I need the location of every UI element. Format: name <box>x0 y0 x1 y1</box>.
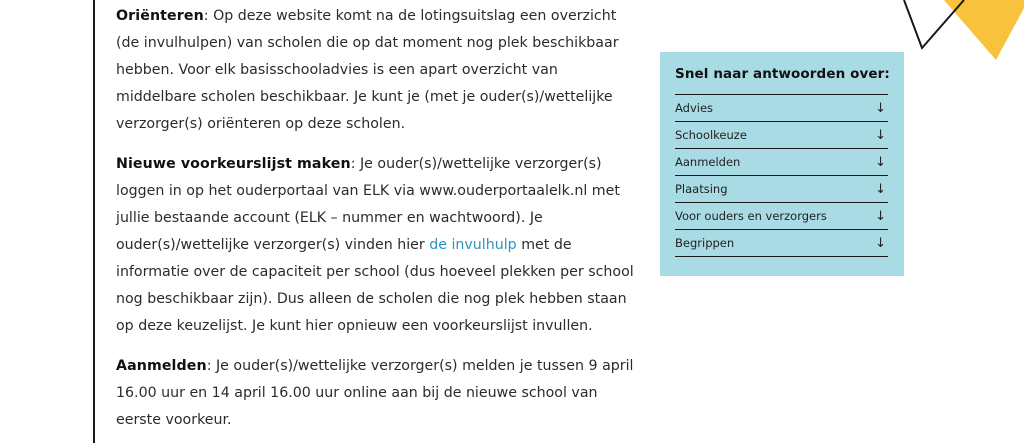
quick-link-ouders-verzorgers[interactable] <box>675 203 888 230</box>
quick-link-label: Begrippen <box>675 236 735 250</box>
quick-link-label: Schoolkeuze <box>675 128 747 142</box>
arrow-down-icon: ↓ <box>875 181 886 197</box>
decorative-triangle-graphic <box>884 0 1024 70</box>
quick-link-schoolkeuze[interactable] <box>675 122 888 149</box>
heading-orienteren: Oriënteren <box>116 8 204 24</box>
arrow-down-icon: ↓ <box>875 127 886 143</box>
quick-link-advies[interactable] <box>675 95 888 122</box>
quick-link-label: Voor ouders en verzorgers <box>675 209 827 223</box>
quick-links-title: Snel naar antwoorden over: <box>675 66 890 82</box>
text-voorkeurslijst-after: met de informatie over de capaciteit per school (dus hoeveel plekken per school nog beschikbaar zijn). Dus alleen de scholen die nog plek hebben staan op deze keuzelijst. Je kunt hier opnieuw een voorkeurslijst invullen. <box>116 237 634 334</box>
quick-link-plaatsing[interactable] <box>675 176 888 203</box>
text-orienteren: : Op deze website komt na de lotingsuitslag een overzicht (de invulhulpen) van scholen die op dat moment nog plek beschikbaar hebben. Voor elk basisschooladvies is een apart overzicht van middelbare scholen beschikbaar. Je kunt je (met je ouder(s)/wettelijke verzorger(s) oriënteren op deze scholen. <box>116 8 619 132</box>
paragraph-orienteren <box>116 3 636 138</box>
heading-aanmelden: Aanmelden <box>116 358 207 374</box>
decorative-shape <box>884 0 1024 70</box>
quick-link-begrippen[interactable] <box>675 230 888 257</box>
invulhulp-link[interactable]: de invulhulp <box>429 237 517 253</box>
heading-voorkeurslijst: Nieuwe voorkeurslijst maken <box>116 156 351 172</box>
quick-link-label: Plaatsing <box>675 182 728 196</box>
quick-link-label: Aanmelden <box>675 155 741 169</box>
arrow-down-icon: ↓ <box>875 235 886 251</box>
quick-links-box <box>660 52 904 276</box>
quick-link-label: Advies <box>675 101 714 115</box>
arrow-down-icon: ↓ <box>875 154 886 170</box>
paragraph-voorkeurslijst <box>116 151 636 340</box>
quick-link-aanmelden[interactable] <box>675 149 888 176</box>
text-voorkeurslijst-before: : Je ouder(s)/wettelijke verzorger(s) loggen in op het ouderportaal van ELK via www.ouderportaalelk.nl met jullie bestaande account (ELK – nummer en wachtwoord). Je ouder(s)/wettelijke verzorger(s) vinden hier <box>116 156 620 253</box>
arrow-down-icon: ↓ <box>875 208 886 224</box>
quick-links-list <box>675 94 888 257</box>
text-aanmelden: : Je ouder(s)/wettelijke verzorger(s) melden je tussen 9 april 16.00 uur en 14 april 16.00 uur online aan bij de nieuwe school van eerste voorkeur. <box>116 358 634 428</box>
paragraph-aanmelden <box>116 353 636 434</box>
main-content <box>116 3 636 443</box>
arrow-down-icon: ↓ <box>875 100 886 116</box>
left-border-line <box>93 0 95 443</box>
